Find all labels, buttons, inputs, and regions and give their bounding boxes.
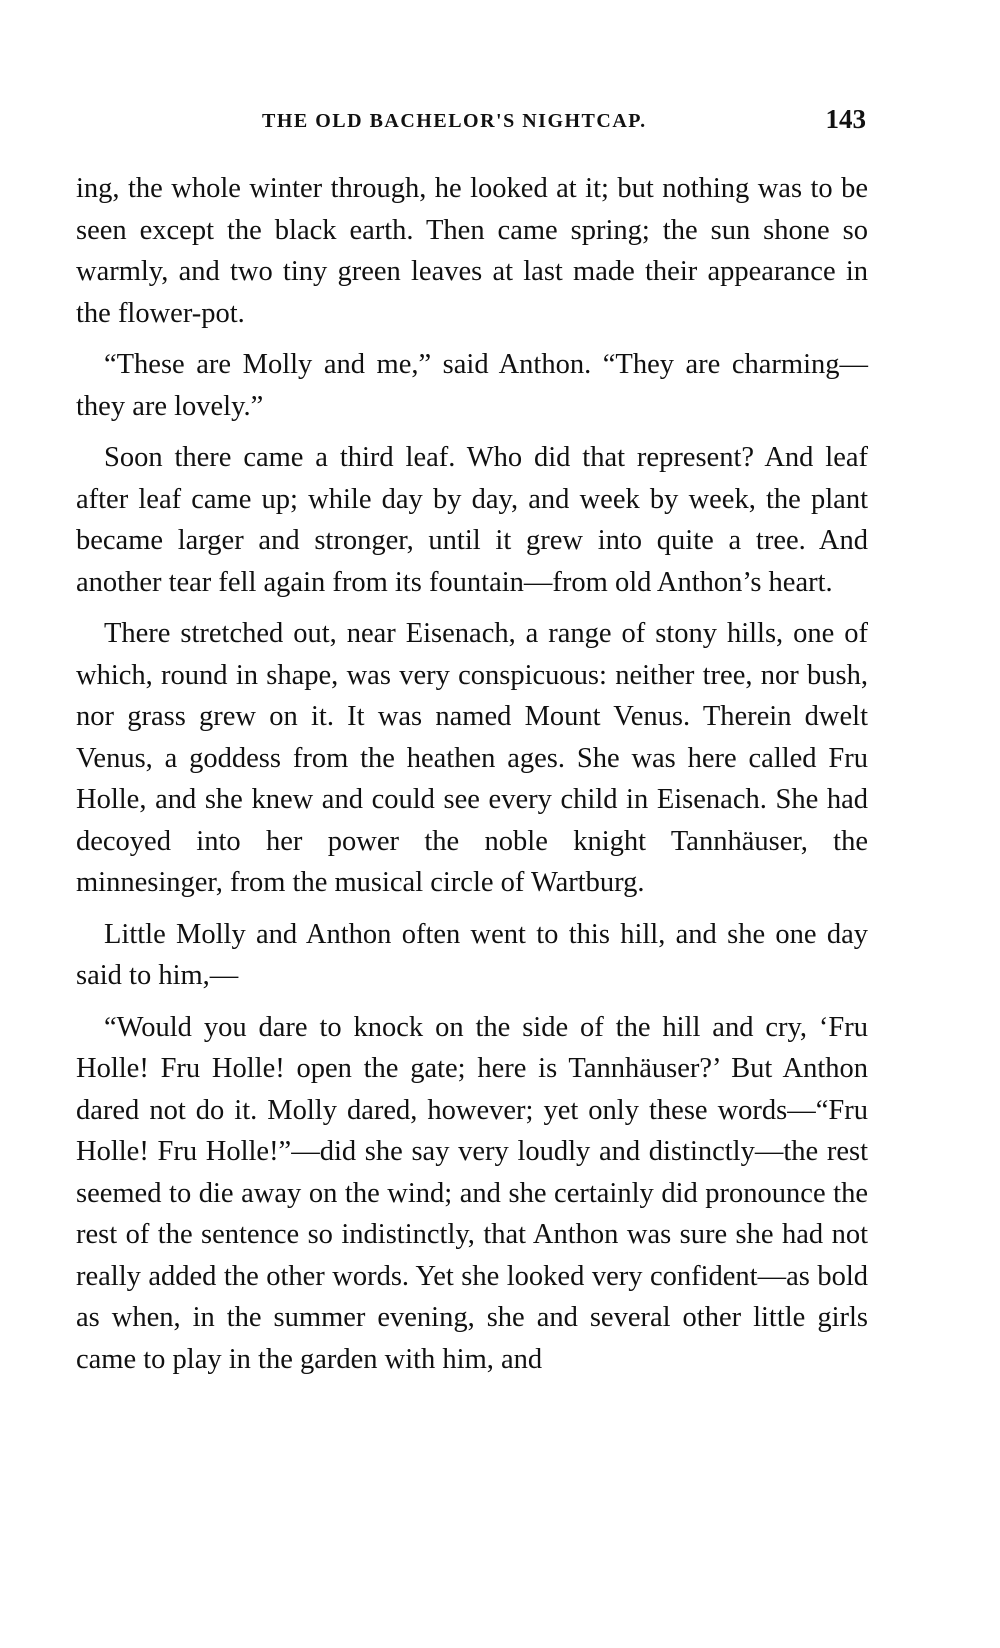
paragraph: Little Molly and Anthon often went to this hill, and she one day said to him,—	[76, 918, 868, 991]
paragraph: There stretched out, near Eisenach, a range of stony hills, one of which, round in shape, was very conspicuous: neither tree, nor bush, nor grass grew on it. It was named Mount Venus. Therein dwelt Venus, a goddess from the heathen ages. She was here called Fru Holle, and she knew and could see every child in Eisenach. She had decoyed into her power the noble knight Tannhäuser, the minnesinger, from the musical circle of Wartburg.	[76, 618, 868, 898]
running-head-title: THE OLD BACHELOR'S NIGHTCAP.	[262, 110, 647, 132]
paragraph: “These are Molly and me,” said Anthon. “They are charming—they are lovely.”	[76, 349, 868, 422]
book-page	[76, 104, 868, 1390]
body-text	[76, 168, 868, 1380]
paragraph: Soon there came a third leaf. Who did that represent? And leaf after leaf came up; while day by day, and week by week, the plant became larger and stronger, until it grew into quite a tree. And another tear fell again from its fountain—from old Anthon’s heart.	[76, 442, 868, 598]
paragraph: ing, the whole winter through, he looked at it; but nothing was to be seen except the black earth. Then came spring; the sun shone so warmly, and two tiny green leaves at last made their appearance in the flower-pot.	[76, 173, 868, 329]
page-number: 143	[825, 104, 866, 134]
running-head	[76, 104, 868, 148]
paragraph: “Would you dare to knock on the side of the hill and cry, ‘Fru Holle! Fru Holle! open the gate; here is Tannhäuser?’ But Anthon dared not do it. Molly dared, however; yet only these words—“Fru Holle! Fru Holle!”—did she say very loudly and distinctly—the rest seemed to die away on the wind; and she certainly did pronounce the rest of the sentence so indistinctly, that Anthon was sure she had not really added the other words. Yet she looked very confident—as bold as when, in the summer evening, she and several other little girls came to play in the garden with him, and	[76, 1011, 868, 1375]
